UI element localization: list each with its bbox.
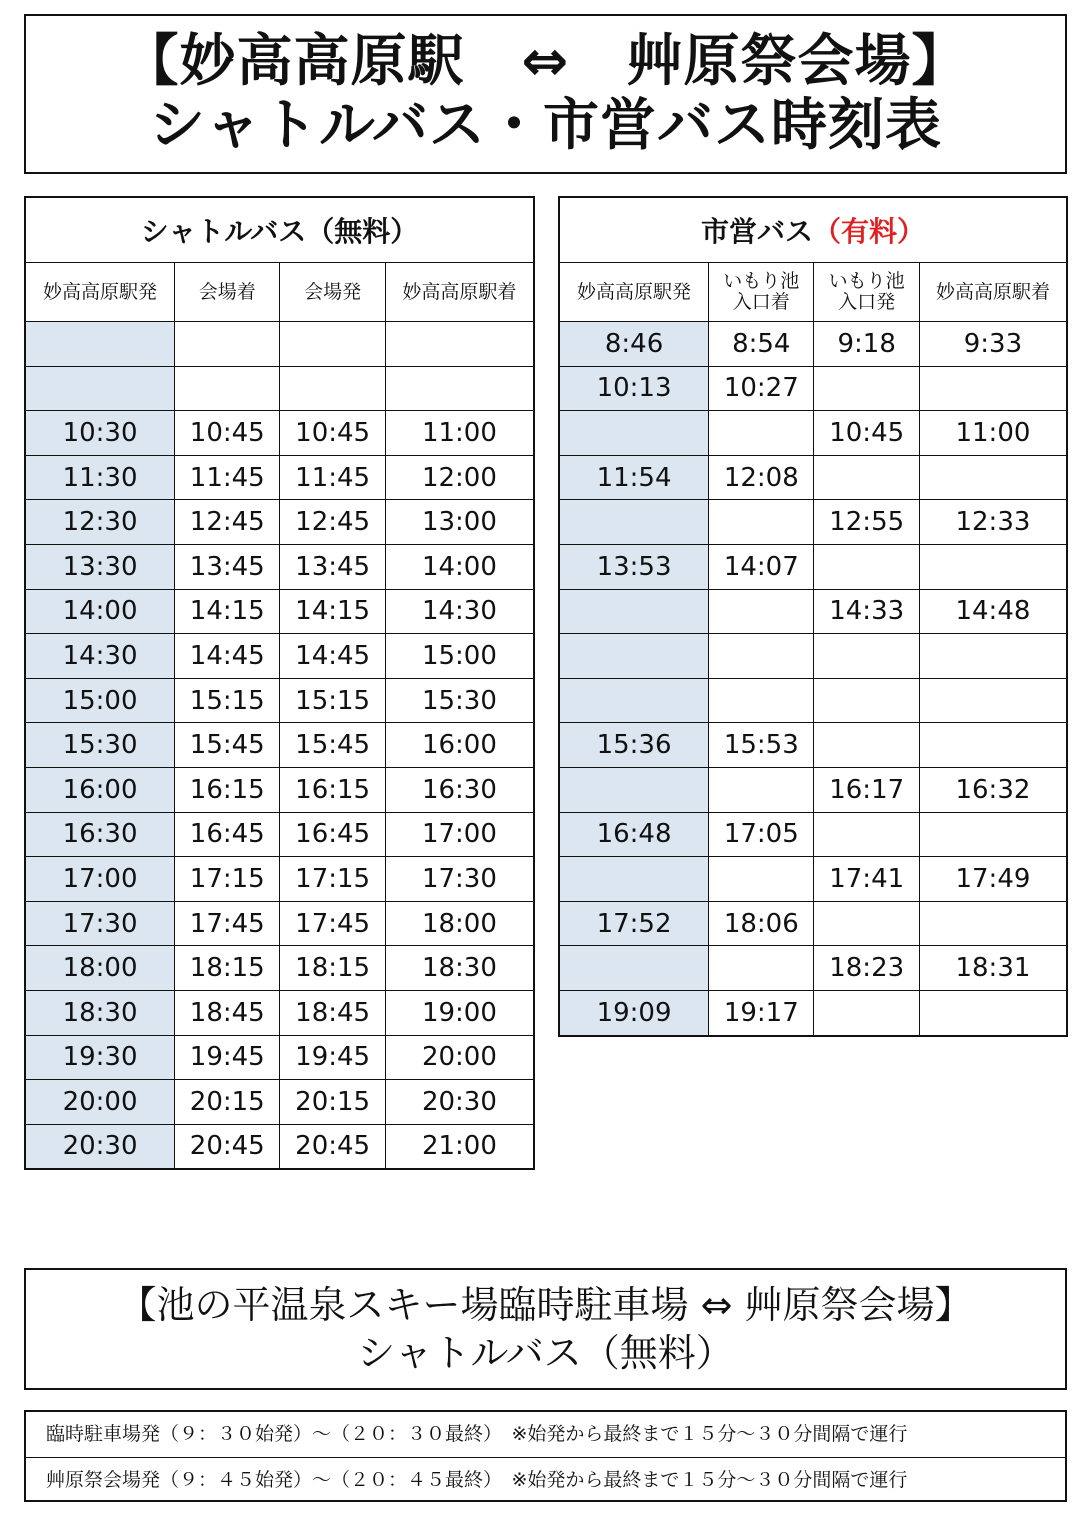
ikenotaira-title-line1: 【池の平温泉スキー場臨時駐車場 ⇔ 艸原祭会場】 bbox=[118, 1283, 973, 1327]
time-cell: 12:30 bbox=[25, 500, 175, 545]
time-cell bbox=[709, 767, 814, 812]
table-row bbox=[559, 455, 1067, 500]
table-row bbox=[559, 812, 1067, 857]
table-row bbox=[25, 678, 534, 723]
table-row bbox=[559, 767, 1067, 812]
shuttle-table-title: シャトルバス（無料） bbox=[25, 197, 534, 263]
time-cell: 14:00 bbox=[25, 589, 175, 634]
time-cell: 20:00 bbox=[385, 1035, 534, 1080]
time-cell bbox=[919, 455, 1067, 500]
time-cell: 20:30 bbox=[385, 1080, 534, 1125]
time-cell: 14:00 bbox=[385, 544, 534, 589]
time-cell: 14:15 bbox=[175, 589, 280, 634]
time-cell: 11:45 bbox=[175, 455, 280, 500]
time-cell: 15:00 bbox=[25, 678, 175, 723]
time-cell: 18:00 bbox=[385, 901, 534, 946]
time-cell bbox=[814, 678, 919, 723]
table-row bbox=[559, 678, 1067, 723]
time-cell: 18:45 bbox=[280, 990, 385, 1035]
time-cell bbox=[280, 366, 385, 411]
shuttle-col-station-arrive: 妙高高原駅着 bbox=[385, 263, 534, 322]
table-row bbox=[559, 322, 1067, 367]
city-bus-table-body bbox=[559, 322, 1067, 1036]
shuttle-col-station-depart: 妙高高原駅発 bbox=[25, 263, 175, 322]
table-row bbox=[25, 767, 534, 812]
time-cell bbox=[919, 634, 1067, 679]
time-cell: 12:33 bbox=[919, 500, 1067, 545]
time-cell bbox=[709, 946, 814, 991]
time-cell: 19:45 bbox=[175, 1035, 280, 1080]
time-cell bbox=[709, 634, 814, 679]
table-row bbox=[25, 366, 534, 411]
table-row bbox=[559, 544, 1067, 589]
time-cell: 10:45 bbox=[280, 411, 385, 456]
time-cell bbox=[814, 723, 919, 768]
time-cell: 12:08 bbox=[709, 455, 814, 500]
time-cell: 15:00 bbox=[385, 634, 534, 679]
time-cell: 19:09 bbox=[559, 990, 709, 1035]
time-cell bbox=[919, 990, 1067, 1035]
table-row bbox=[559, 500, 1067, 545]
time-cell: 15:15 bbox=[175, 678, 280, 723]
time-cell: 11:54 bbox=[559, 455, 709, 500]
time-cell bbox=[559, 411, 709, 456]
time-cell bbox=[814, 366, 919, 411]
time-cell bbox=[559, 634, 709, 679]
time-cell bbox=[919, 544, 1067, 589]
time-cell: 20:15 bbox=[175, 1080, 280, 1125]
time-cell: 17:52 bbox=[559, 901, 709, 946]
city-bus-table-title bbox=[559, 197, 1067, 263]
time-cell: 17:15 bbox=[280, 857, 385, 902]
city-col-label: 妙高高原駅着 bbox=[935, 280, 1050, 303]
time-cell: 18:00 bbox=[25, 946, 175, 991]
table-row bbox=[25, 589, 534, 634]
time-cell bbox=[814, 634, 919, 679]
table-row bbox=[559, 990, 1067, 1035]
time-cell: 11:00 bbox=[385, 411, 534, 456]
time-cell: 13:30 bbox=[25, 544, 175, 589]
shuttle-timetable bbox=[24, 196, 535, 1170]
city-col-station-arrive bbox=[919, 263, 1067, 322]
city-col-imori-arrive bbox=[709, 263, 814, 322]
time-cell: 16:30 bbox=[385, 767, 534, 812]
time-cell: 21:00 bbox=[385, 1124, 534, 1169]
table-row bbox=[25, 634, 534, 679]
time-cell: 15:45 bbox=[175, 723, 280, 768]
time-cell bbox=[709, 411, 814, 456]
table-row bbox=[25, 455, 534, 500]
time-cell: 18:15 bbox=[175, 946, 280, 991]
table-row bbox=[25, 990, 534, 1035]
table-row bbox=[559, 589, 1067, 634]
table-row bbox=[25, 812, 534, 857]
time-cell bbox=[175, 322, 280, 367]
table-row bbox=[25, 1035, 534, 1080]
table-row bbox=[25, 901, 534, 946]
time-cell: 10:45 bbox=[175, 411, 280, 456]
time-cell: 13:45 bbox=[175, 544, 280, 589]
time-cell: 8:46 bbox=[559, 322, 709, 367]
ikenotaira-notes-box bbox=[24, 1410, 1067, 1502]
time-cell: 12:55 bbox=[814, 500, 919, 545]
table-row bbox=[25, 500, 534, 545]
time-cell: 10:30 bbox=[25, 411, 175, 456]
time-cell: 11:45 bbox=[280, 455, 385, 500]
time-cell bbox=[919, 723, 1067, 768]
time-cell: 16:00 bbox=[25, 767, 175, 812]
time-cell: 18:23 bbox=[814, 946, 919, 991]
time-cell bbox=[709, 857, 814, 902]
time-cell bbox=[814, 990, 919, 1035]
time-cell: 15:15 bbox=[280, 678, 385, 723]
time-cell: 15:45 bbox=[280, 723, 385, 768]
time-cell: 19:00 bbox=[385, 990, 534, 1035]
time-cell: 16:15 bbox=[280, 767, 385, 812]
city-col-imori-depart bbox=[814, 263, 919, 322]
time-cell: 18:30 bbox=[25, 990, 175, 1035]
time-cell bbox=[814, 812, 919, 857]
time-cell bbox=[25, 322, 175, 367]
time-cell bbox=[559, 500, 709, 545]
time-cell: 16:17 bbox=[814, 767, 919, 812]
time-cell bbox=[814, 544, 919, 589]
table-row bbox=[25, 1124, 534, 1169]
time-cell: 14:45 bbox=[175, 634, 280, 679]
time-cell: 17:45 bbox=[175, 901, 280, 946]
time-cell bbox=[814, 455, 919, 500]
time-cell: 9:33 bbox=[919, 322, 1067, 367]
time-cell: 19:30 bbox=[25, 1035, 175, 1080]
time-cell: 8:54 bbox=[709, 322, 814, 367]
city-col-label: 妙高高原駅発 bbox=[577, 280, 692, 303]
time-cell: 10:45 bbox=[814, 411, 919, 456]
table-row bbox=[559, 901, 1067, 946]
time-cell bbox=[814, 901, 919, 946]
time-cell: 19:45 bbox=[280, 1035, 385, 1080]
time-cell bbox=[919, 678, 1067, 723]
time-cell: 14:30 bbox=[385, 589, 534, 634]
main-title-line2: シャトルバス・市営バス時刻表 bbox=[149, 93, 942, 158]
time-cell: 17:41 bbox=[814, 857, 919, 902]
time-cell: 15:36 bbox=[559, 723, 709, 768]
time-cell: 20:30 bbox=[25, 1124, 175, 1169]
ikenotaira-title-box bbox=[24, 1268, 1067, 1390]
time-cell: 20:45 bbox=[175, 1124, 280, 1169]
city-col-station-depart bbox=[559, 263, 709, 322]
time-cell: 17:05 bbox=[709, 812, 814, 857]
table-row bbox=[25, 1080, 534, 1125]
time-cell: 15:30 bbox=[385, 678, 534, 723]
table-row bbox=[559, 411, 1067, 456]
city-bus-title-paid: （有料） bbox=[813, 215, 926, 248]
table-row bbox=[559, 857, 1067, 902]
time-cell bbox=[709, 678, 814, 723]
time-cell: 15:53 bbox=[709, 723, 814, 768]
time-cell: 19:17 bbox=[709, 990, 814, 1035]
time-cell: 16:15 bbox=[175, 767, 280, 812]
table-row bbox=[559, 946, 1067, 991]
city-col-label: 入口発 bbox=[838, 291, 896, 313]
time-cell: 16:30 bbox=[25, 812, 175, 857]
time-cell bbox=[919, 366, 1067, 411]
time-cell bbox=[559, 946, 709, 991]
time-cell: 14:33 bbox=[814, 589, 919, 634]
time-cell: 17:45 bbox=[280, 901, 385, 946]
table-row bbox=[25, 411, 534, 456]
time-cell: 13:45 bbox=[280, 544, 385, 589]
time-cell: 16:45 bbox=[175, 812, 280, 857]
time-cell: 20:00 bbox=[25, 1080, 175, 1125]
time-cell bbox=[559, 589, 709, 634]
time-cell: 16:00 bbox=[385, 723, 534, 768]
main-title-line1: 【妙高高原駅 ⇔ 艸原祭会場】 bbox=[122, 29, 969, 94]
time-cell: 17:30 bbox=[25, 901, 175, 946]
time-cell: 18:31 bbox=[919, 946, 1067, 991]
parking-departure-note: 臨時駐車場発（９：３０始発）～（２０：３０最終） ※始発から最終まで１５分～３０分間隔で運行 bbox=[46, 1423, 908, 1445]
table-row bbox=[25, 322, 534, 367]
time-cell: 12:45 bbox=[280, 500, 385, 545]
time-cell bbox=[919, 812, 1067, 857]
time-cell bbox=[919, 901, 1067, 946]
time-cell: 17:00 bbox=[385, 812, 534, 857]
city-bus-title-main: 市営バス bbox=[700, 215, 813, 248]
table-row bbox=[559, 366, 1067, 411]
city-col-label: いもり池 bbox=[828, 270, 905, 292]
time-cell: 11:00 bbox=[919, 411, 1067, 456]
time-cell bbox=[559, 857, 709, 902]
time-cell: 14:48 bbox=[919, 589, 1067, 634]
time-cell bbox=[25, 366, 175, 411]
time-cell: 14:30 bbox=[25, 634, 175, 679]
venue-departure-note: 艸原祭会場発（９：４５始発）～（２０：４５最終） ※始発から最終まで１５分～３０分間隔で運行 bbox=[26, 1457, 1065, 1502]
time-cell: 20:45 bbox=[280, 1124, 385, 1169]
time-cell: 17:49 bbox=[919, 857, 1067, 902]
time-cell: 16:48 bbox=[559, 812, 709, 857]
shuttle-col-venue-depart: 会場発 bbox=[280, 263, 385, 322]
time-cell: 14:45 bbox=[280, 634, 385, 679]
time-cell: 15:30 bbox=[25, 723, 175, 768]
shuttle-table-body bbox=[25, 322, 534, 1170]
time-cell bbox=[280, 322, 385, 367]
time-cell: 12:00 bbox=[385, 455, 534, 500]
time-cell bbox=[175, 366, 280, 411]
time-cell: 16:45 bbox=[280, 812, 385, 857]
time-cell bbox=[559, 678, 709, 723]
time-cell bbox=[709, 589, 814, 634]
table-row bbox=[559, 723, 1067, 768]
time-cell: 14:07 bbox=[709, 544, 814, 589]
time-cell: 18:06 bbox=[709, 901, 814, 946]
time-cell: 14:15 bbox=[280, 589, 385, 634]
time-cell: 12:45 bbox=[175, 500, 280, 545]
city-col-label: いもり池 bbox=[723, 270, 800, 292]
time-cell: 10:13 bbox=[559, 366, 709, 411]
time-cell: 18:15 bbox=[280, 946, 385, 991]
time-cell: 18:30 bbox=[385, 946, 534, 991]
city-col-label: 入口着 bbox=[732, 291, 790, 313]
ikenotaira-title-line2: シャトルバス（無料） bbox=[357, 1331, 734, 1375]
time-cell: 9:18 bbox=[814, 322, 919, 367]
main-title-box bbox=[24, 14, 1067, 174]
time-cell: 16:32 bbox=[919, 767, 1067, 812]
time-cell: 17:30 bbox=[385, 857, 534, 902]
table-row bbox=[25, 723, 534, 768]
table-row bbox=[25, 946, 534, 991]
city-bus-timetable bbox=[558, 196, 1068, 1037]
time-cell bbox=[385, 366, 534, 411]
time-cell: 13:53 bbox=[559, 544, 709, 589]
table-row bbox=[25, 857, 534, 902]
time-cell bbox=[385, 322, 534, 367]
time-cell bbox=[559, 767, 709, 812]
time-cell bbox=[709, 500, 814, 545]
time-cell: 10:27 bbox=[709, 366, 814, 411]
time-cell: 20:15 bbox=[280, 1080, 385, 1125]
time-cell: 17:15 bbox=[175, 857, 280, 902]
time-cell: 11:30 bbox=[25, 455, 175, 500]
shuttle-col-venue-arrive: 会場着 bbox=[175, 263, 280, 322]
table-row bbox=[25, 544, 534, 589]
time-cell: 18:45 bbox=[175, 990, 280, 1035]
table-row bbox=[559, 634, 1067, 679]
time-cell: 17:00 bbox=[25, 857, 175, 902]
time-cell: 13:00 bbox=[385, 500, 534, 545]
